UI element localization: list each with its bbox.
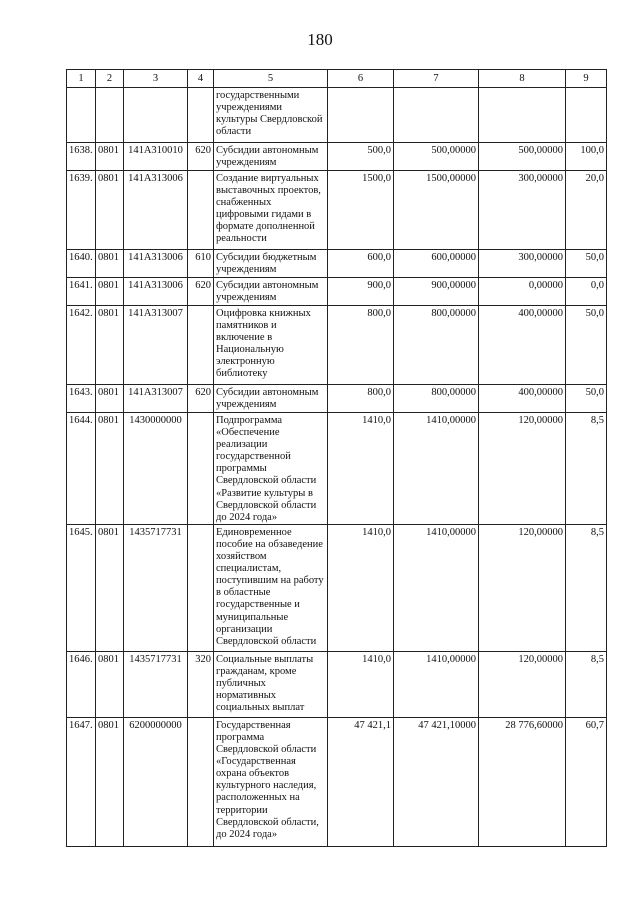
planned-amount-cell: 500,00000 [394,143,479,171]
row-number-cell: 1643. [67,385,96,413]
percent-cell: 20,0 [566,171,607,250]
page-number: 180 [307,30,333,49]
target-article-cell: 141A313006 [124,171,188,250]
item-name-cell: Создание виртуальных выставочных проектов, снабженных цифровыми гидами в формате дополненной реальности [214,171,328,250]
approved-amount-cell: 600,0 [328,250,394,278]
target-article-cell: 141A313007 [124,385,188,413]
section-code-cell: 0801 [96,651,124,717]
table-row [67,88,607,143]
target-article-cell: 141A310010 [124,143,188,171]
planned-amount-cell: 1410,00000 [394,524,479,651]
item-name-cell: Социальные выплаты гражданам, кроме публичных нормативных социальных выплат [214,651,328,717]
executed-amount-cell: 28 776,60000 [479,717,566,846]
executed-amount-cell: 300,00000 [479,250,566,278]
executed-amount-cell [479,88,566,143]
percent-cell: 8,5 [566,524,607,651]
table-row [67,385,607,413]
item-name-cell: Субсидии бюджетным учреждениям [214,250,328,278]
target-article-cell: 1435717731 [124,651,188,717]
header-cell: 3 [124,70,188,88]
expense-type-cell: 620 [188,385,214,413]
executed-amount-cell: 400,00000 [479,306,566,385]
expense-type-cell: 610 [188,250,214,278]
row-number-cell: 1641. [67,278,96,306]
planned-amount-cell: 900,00000 [394,278,479,306]
expense-type-cell [188,413,214,525]
header-cell: 7 [394,70,479,88]
target-article-cell [124,88,188,143]
approved-amount-cell: 800,0 [328,385,394,413]
approved-amount-cell: 47 421,1 [328,717,394,846]
planned-amount-cell: 1410,00000 [394,413,479,525]
planned-amount-cell: 1410,00000 [394,651,479,717]
planned-amount-cell: 1500,00000 [394,171,479,250]
percent-cell: 50,0 [566,385,607,413]
section-code-cell: 0801 [96,717,124,846]
expense-type-cell [188,88,214,143]
approved-amount-cell: 500,0 [328,143,394,171]
table-row [67,250,607,278]
table-row [67,651,607,717]
expense-type-cell [188,717,214,846]
table-row [67,717,607,846]
planned-amount-cell [394,88,479,143]
percent-cell: 100,0 [566,143,607,171]
percent-cell: 8,5 [566,651,607,717]
row-number-cell: 1647. [67,717,96,846]
executed-amount-cell: 0,00000 [479,278,566,306]
item-name-cell: Единовременное пособие на обзаведение хозяйством специалистам, поступившим на работу в областные государственные и муниципальные организации Свердловской области [214,524,328,651]
planned-amount-cell: 600,00000 [394,250,479,278]
approved-amount-cell: 900,0 [328,278,394,306]
approved-amount-cell: 800,0 [328,306,394,385]
row-number-cell [67,88,96,143]
table-row [67,413,607,525]
percent-cell [566,88,607,143]
expense-type-cell: 620 [188,143,214,171]
executed-amount-cell: 400,00000 [479,385,566,413]
row-number-cell: 1645. [67,524,96,651]
expense-type-cell: 320 [188,651,214,717]
executed-amount-cell: 120,00000 [479,524,566,651]
row-number-cell: 1639. [67,171,96,250]
executed-amount-cell: 300,00000 [479,171,566,250]
item-name-cell: Подпрограмма «Обеспечение реализации государственной программы Свердловской области «Развитие культуры в Свердловской области до 2024 года» [214,413,328,525]
expense-type-cell [188,524,214,651]
target-article-cell: 141A313006 [124,250,188,278]
approved-amount-cell: 1500,0 [328,171,394,250]
budget-table [66,69,607,847]
target-article-cell: 141A313006 [124,278,188,306]
header-cell: 8 [479,70,566,88]
row-number-cell: 1646. [67,651,96,717]
table-row [67,278,607,306]
row-number-cell: 1640. [67,250,96,278]
section-code-cell: 0801 [96,171,124,250]
approved-amount-cell: 1410,0 [328,651,394,717]
header-row [67,70,607,88]
target-article-cell: 1430000000 [124,413,188,525]
section-code-cell: 0801 [96,306,124,385]
executed-amount-cell: 500,00000 [479,143,566,171]
target-article-cell: 1435717731 [124,524,188,651]
table-row [67,171,607,250]
approved-amount-cell: 1410,0 [328,524,394,651]
section-code-cell: 0801 [96,413,124,525]
section-code-cell [96,88,124,143]
section-code-cell: 0801 [96,385,124,413]
section-code-cell: 0801 [96,278,124,306]
planned-amount-cell: 800,00000 [394,306,479,385]
table-row [67,143,607,171]
header-cell: 2 [96,70,124,88]
row-number-cell: 1638. [67,143,96,171]
approved-amount-cell: 1410,0 [328,413,394,525]
expense-type-cell [188,306,214,385]
item-name-cell: Субсидии автономным учреждениям [214,385,328,413]
executed-amount-cell: 120,00000 [479,413,566,525]
percent-cell: 50,0 [566,306,607,385]
item-name-cell: Субсидии автономным учреждениям [214,278,328,306]
percent-cell: 60,7 [566,717,607,846]
executed-amount-cell: 120,00000 [479,651,566,717]
row-number-cell: 1642. [67,306,96,385]
section-code-cell: 0801 [96,143,124,171]
target-article-cell: 6200000000 [124,717,188,846]
expense-type-cell: 620 [188,278,214,306]
table-row [67,524,607,651]
header-cell: 5 [214,70,328,88]
approved-amount-cell [328,88,394,143]
item-name-cell: Государственная программа Свердловской области «Государственная охрана объектов культурного наследия, расположенных на территории Свердловской области, до 2024 года» [214,717,328,846]
expense-type-cell [188,171,214,250]
table-row [67,306,607,385]
item-name-cell: Субсидии автономным учреждениям [214,143,328,171]
planned-amount-cell: 800,00000 [394,385,479,413]
section-code-cell: 0801 [96,524,124,651]
row-number-cell: 1644. [67,413,96,525]
header-cell: 6 [328,70,394,88]
header-cell: 1 [67,70,96,88]
planned-amount-cell: 47 421,10000 [394,717,479,846]
section-code-cell: 0801 [96,250,124,278]
item-name-cell: Оцифровка книжных памятников и включение в Национальную электронную библиотеку [214,306,328,385]
percent-cell: 0,0 [566,278,607,306]
percent-cell: 8,5 [566,413,607,525]
header-cell: 9 [566,70,607,88]
header-cell: 4 [188,70,214,88]
item-name-cell: государственными учреждениями культуры Свердловской области [214,88,328,143]
target-article-cell: 141A313007 [124,306,188,385]
percent-cell: 50,0 [566,250,607,278]
